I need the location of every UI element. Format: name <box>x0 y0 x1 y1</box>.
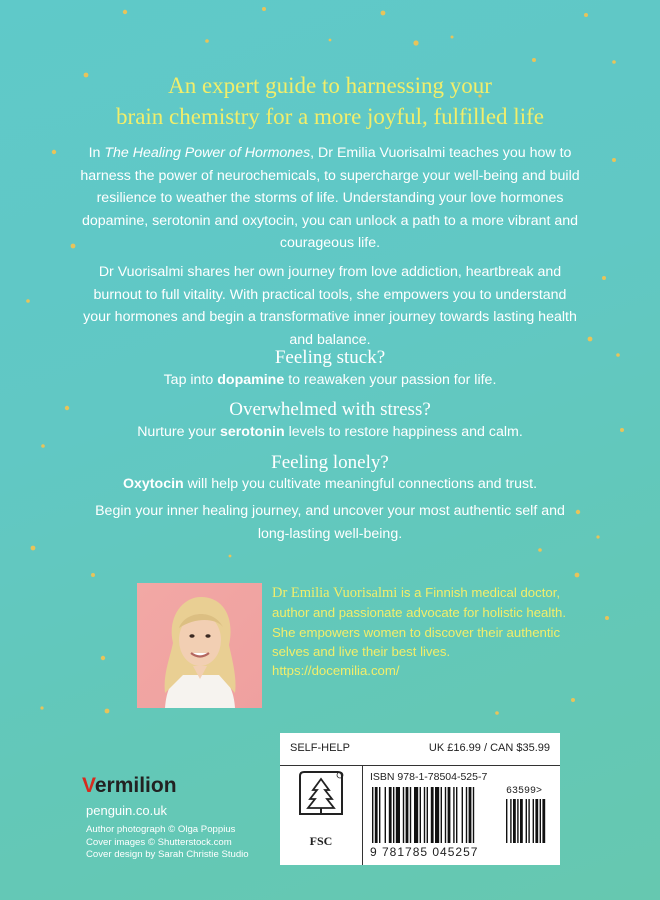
tagline-line-1: An expert guide to harnessing your <box>168 73 492 98</box>
barcode-bar <box>414 787 418 843</box>
barcode-bar <box>445 787 446 843</box>
vermilion-wordmark: ermilion <box>94 774 177 797</box>
barcode-bar <box>385 787 386 843</box>
barcode-addon-bar <box>506 799 507 843</box>
barcode-addon-bar <box>540 799 541 843</box>
intro-paragraph <box>80 142 580 255</box>
author-website-link[interactable]: https://docemilia.com/ <box>272 663 400 679</box>
barcode-panel <box>280 733 560 865</box>
barcode-digits: 9 781785 045257 <box>370 845 479 859</box>
isbn-label: ISBN 978-1-78504-525-7 <box>370 771 488 783</box>
barcode-bar <box>435 787 439 843</box>
barcode-bar <box>453 787 454 843</box>
section-text-lonely <box>60 474 600 494</box>
author-name: Dr Emilia Vuorisalmi <box>272 585 398 601</box>
barcode-bar <box>431 787 434 843</box>
barcode-bar <box>456 787 457 843</box>
intro-post: , Dr Emilia Vuorisalmi teaches you how to harness the power of neurochemicals, to supercharge your well-being and build resilience to weather the storms of life. Understanding your love hormones dopamine, serotonin and oxytocin, you can unlock a path to a more vibrant and courageous life. <box>80 145 580 251</box>
section-text-stress <box>60 422 600 442</box>
hormone-oxytocin: Oxytocin <box>122 476 184 492</box>
barcode-bar <box>462 787 463 843</box>
journey-paragraph: Dr Vuorisalmi shares her own journey from love addiction, heartbreak and burnout to full vitality. With practical tools, she empowers you to understand your hormones and begin a transformative inner journey towards lasting health and balance. <box>83 264 577 348</box>
section-post: to reawaken your passion for life. <box>284 372 497 388</box>
intro-pre: In <box>88 145 105 161</box>
barcode-bar <box>441 787 442 843</box>
author-bio-text: is a Finnish medical doctor, author and passionate advocate for holistic health. She empowers women to discover their authentic selves and live their best lives. <box>272 585 566 659</box>
barcode-bar <box>372 787 373 843</box>
barcode-bar <box>473 787 474 843</box>
barcode-bar <box>406 787 409 843</box>
section-text-stuck <box>60 370 600 390</box>
price-addon-code: 63599> <box>506 786 543 797</box>
barcode-bar <box>375 787 378 843</box>
credits <box>86 824 249 862</box>
barcode-addon-bar <box>513 799 516 843</box>
barcode-bar <box>410 787 411 843</box>
barcode-bar <box>420 787 421 843</box>
section-heading-stuck: Feeling stuck? <box>274 347 386 368</box>
barcode-addon-bar <box>535 799 538 843</box>
barcode-bar <box>389 787 392 843</box>
section-heading-lonely: Feeling lonely? <box>271 452 389 473</box>
barcode <box>370 787 552 843</box>
section-pre: Tap into <box>163 372 218 388</box>
barcode-bar <box>448 787 451 843</box>
section-pre: Nurture your <box>137 424 220 440</box>
barcode-bar <box>379 787 380 843</box>
closing-paragraph: Begin your inner healing journey, and uncover your most authentic self and long-lasting well-being. <box>95 503 565 542</box>
barcode-addon-bar <box>520 799 523 843</box>
credit-line: Cover design by Sarah Christie Studio <box>86 849 249 860</box>
author-portrait-illustration <box>137 583 262 708</box>
barcode-bar <box>466 787 467 843</box>
vermilion-v-mark: V <box>82 774 95 797</box>
section-heading-stress: Overwhelmed with stress? <box>229 399 431 420</box>
fsc-tree-icon <box>280 766 362 836</box>
barcode-addon-bar <box>517 799 518 843</box>
vermilion-logo <box>82 774 177 798</box>
credit-line: Cover images © Shutterstock.com <box>86 836 232 848</box>
price-bar <box>280 733 560 766</box>
barcode-addon-bar <box>542 799 545 843</box>
barcode-addon-bar <box>510 799 511 843</box>
barcode-bar <box>403 787 404 843</box>
publisher-website[interactable]: penguin.co.uk <box>86 803 167 818</box>
barcode-bar <box>396 787 400 843</box>
barcode-bar <box>393 787 394 843</box>
barcode-bar <box>427 787 428 843</box>
author-photo <box>137 583 262 708</box>
hormone-serotonin: serotonin <box>219 424 285 440</box>
hormone-dopamine: dopamine <box>217 372 285 388</box>
credit-line: Author photograph © Olga Poppius <box>86 824 236 835</box>
book-title: The Healing Power of Hormones <box>104 145 311 161</box>
section-post: levels to restore happiness and calm. <box>284 424 523 440</box>
barcode-bar <box>469 787 472 843</box>
author-bio <box>272 583 572 680</box>
barcode-bar <box>424 787 425 843</box>
tagline-line-2: brain chemistry for a more joyful, fulfilled life <box>116 104 544 129</box>
barcode-addon-bar <box>533 799 534 843</box>
section-post: will help you cultivate meaningful connections and trust. <box>183 476 538 492</box>
barcode-addon-bar <box>528 799 529 843</box>
category-label: SELF-HELP <box>290 742 350 754</box>
tagline <box>40 70 620 132</box>
barcode-addon-bar <box>526 799 527 843</box>
fsc-logo <box>280 766 363 865</box>
fsc-text: FSC <box>309 834 333 848</box>
price-label: UK £16.99 / CAN $35.99 <box>428 742 550 754</box>
